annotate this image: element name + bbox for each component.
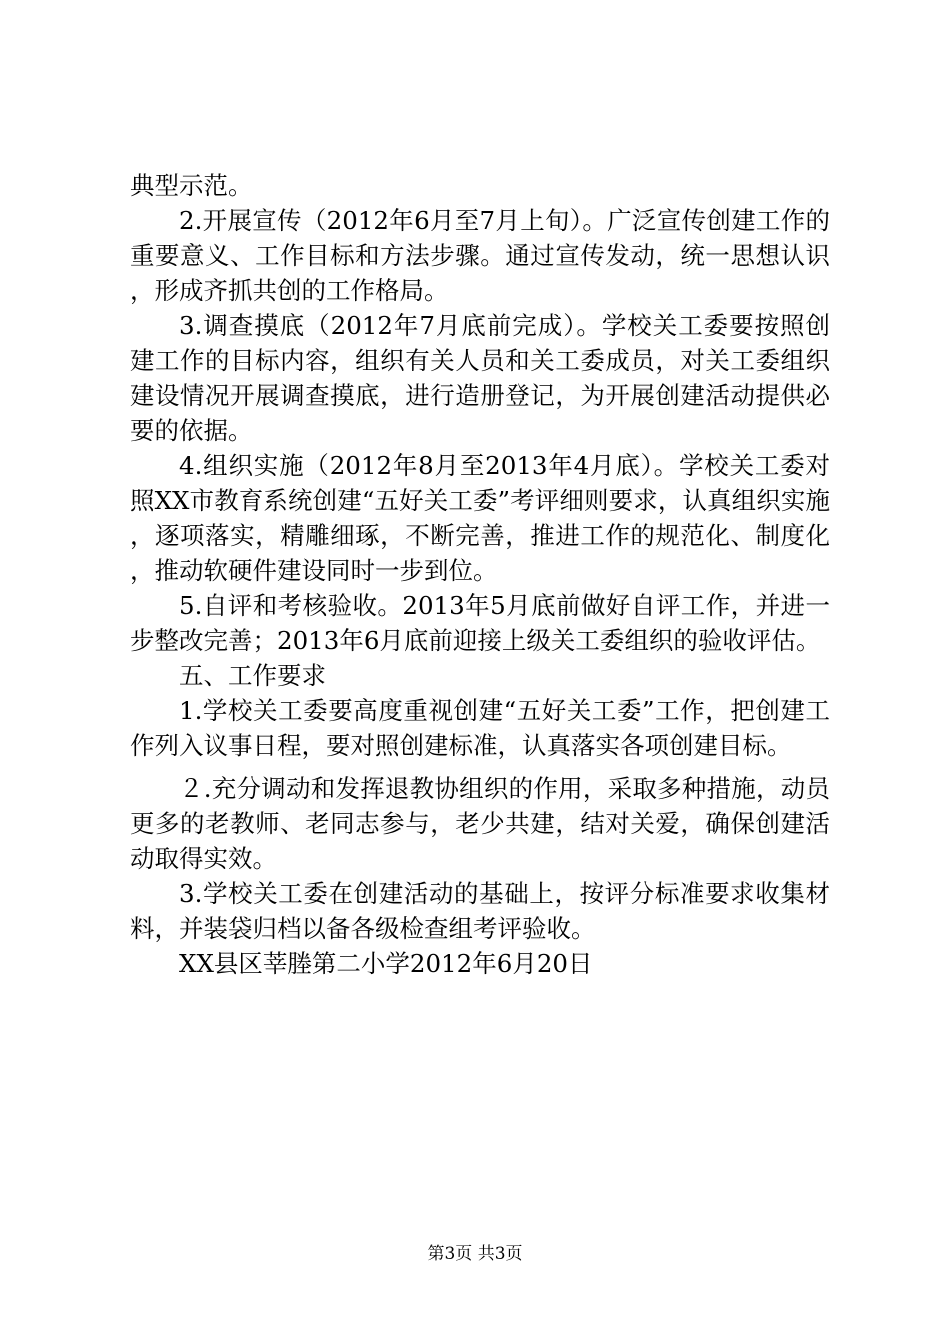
signature-line: XX县区莘塍第二小学2012年6月20日	[179, 949, 593, 978]
paragraph-requirement-3: 3.学校关工委在创建活动的基础上，按评分标准要求收集材料，并装袋归档以备各级检查组考评验收。	[130, 879, 830, 943]
document-body	[130, 168, 830, 981]
section-heading-requirements: 五、工作要求	[179, 661, 326, 690]
page-number-footer: 第3页 共3页	[427, 1244, 523, 1264]
paragraph-requirement-1: 1.学校关工委要高度重视创建“五好关工委”工作，把创建工作列入议事日程，要对照创建标准，认真落实各项创建目标。	[130, 696, 830, 760]
paragraph-continuation: 典型示范。	[130, 171, 253, 200]
paragraph-implementation: 4.组织实施（2012年8月至2013年4月底）。学校关工委对照XX市教育系统创建“五好关工委”考评细则要求，认真组织实施，逐项落实，精雕细琢，不断完善，推进工作的规范化、制度化，推动软硬件建设同时一步到位。	[130, 451, 830, 585]
paragraph-evaluation: 5.自评和考核验收。2013年5月底前做好自评工作，并进一步整改完善；2013年6月底前迎接上级关工委组织的验收评估。	[130, 591, 830, 655]
paragraph-survey: 3.调查摸底（2012年7月底前完成）。学校关工委要按照创建工作的目标内容，组织有关人员和关工委成员，对关工委组织建设情况开展调查摸底，进行造册登记，为开展创建活动提供必要的依据。	[130, 311, 830, 445]
paragraph-publicity: 2.开展宣传（2012年6月至7月上旬）。广泛宣传创建工作的重要意义、工作目标和方法步骤。通过宣传发动，统一思想认识，形成齐抓共创的工作格局。	[130, 206, 830, 305]
paragraph-requirement-2: ２.充分调动和发挥退教协组织的作用，采取多种措施，动员更多的老教师、老同志参与，老少共建，结对关爱，确保创建活动取得实效。	[130, 774, 830, 873]
